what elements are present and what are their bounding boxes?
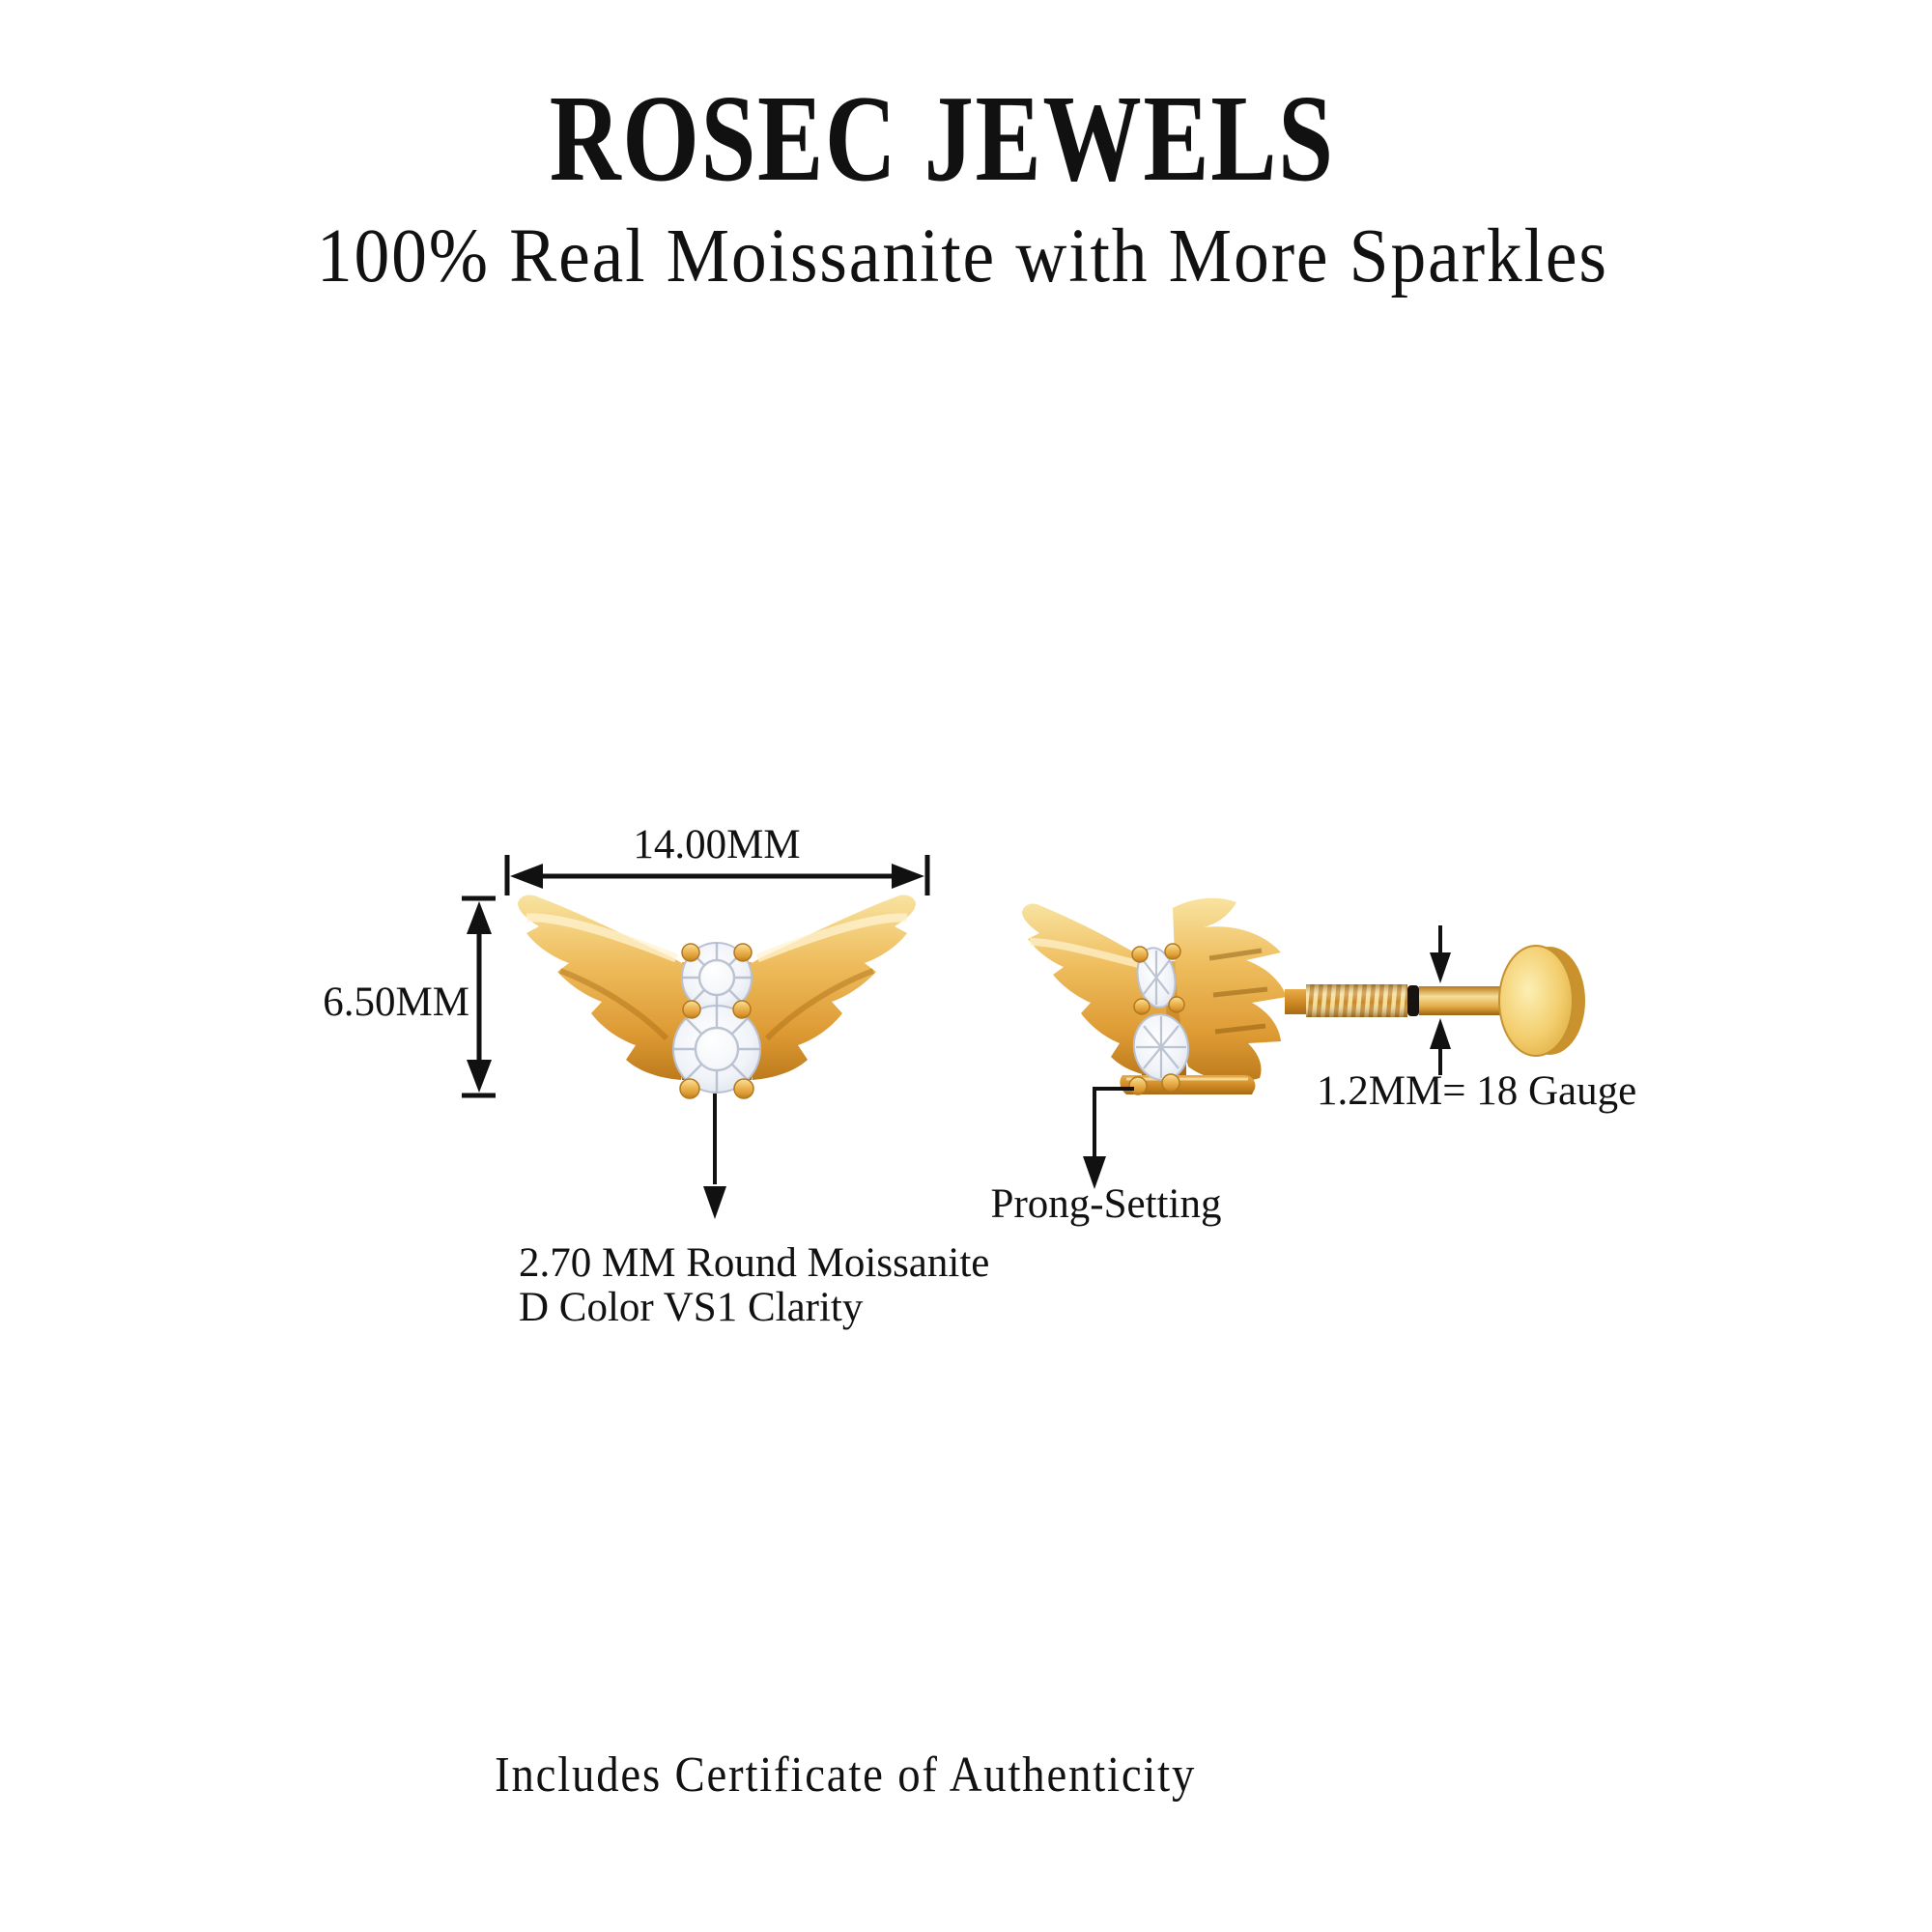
right-wing [745,895,916,1080]
stone-note-line1: 2.70 MM Round Moissanite [519,1240,990,1286]
front-view-earring [518,895,916,1098]
side-view-earring [1022,898,1585,1094]
stone-note-line2: D Color VS1 Clarity [519,1285,864,1330]
gauge-callout [1317,925,1636,1114]
arrow-left-icon [510,864,543,889]
left-wing [518,895,689,1080]
width-dimension-label: 14.00MM [633,822,801,867]
arrow-down-icon [467,1060,492,1093]
disc-back [1499,946,1573,1056]
arrow-right-icon [892,864,924,889]
far-wing [1173,898,1287,1082]
smooth-post [1419,986,1508,1015]
header [317,71,1608,298]
stone-callout [519,1094,989,1330]
certificate-note: Includes Certificate of Authenticity [495,1746,1197,1803]
prong-setting-callout [991,1089,1222,1227]
post-collar [1285,989,1308,1014]
brand-title: ROSEC JEWELS [549,71,1335,208]
arrow-up-icon [1430,1018,1451,1049]
arrow-down-icon [703,1186,726,1219]
arrow-down-icon [1430,952,1451,983]
setting-label: Prong-Setting [990,1181,1222,1227]
thread-shading [1306,984,1407,1017]
tagline-text: 100% Real Moissanite with More Sparkles [316,213,1608,298]
arrow-up-icon [467,901,492,934]
gauge-label: 1.2MM= 18 Gauge [1317,1068,1637,1114]
width-dimension [507,822,927,895]
height-dimension-label: 6.50MM [323,980,469,1025]
height-dimension [323,898,496,1095]
prong-leader-line [1094,1089,1134,1157]
black-oring [1407,985,1419,1016]
